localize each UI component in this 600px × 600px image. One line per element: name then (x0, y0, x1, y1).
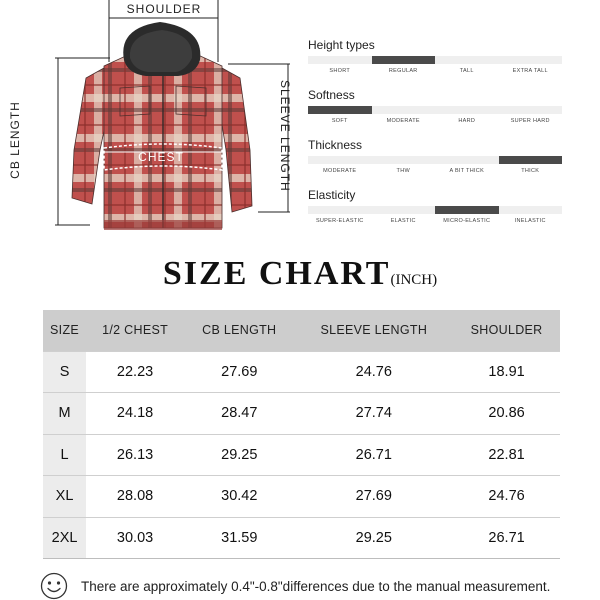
table-header-row (43, 310, 560, 351)
property-selected-marker (435, 206, 499, 214)
property-title: Softness (308, 88, 355, 102)
measurement-note-text: There are approximately 0.4"-0.8"differences due to the manual measurement. (81, 578, 551, 594)
cb-length-cell: 30.42 (184, 476, 294, 518)
property-selected-marker (308, 106, 372, 114)
property-title: Height types (308, 38, 375, 52)
chest-label: CHEST (138, 150, 184, 164)
property-option-label: A BIT THICK (449, 168, 485, 174)
property-selected-marker (499, 156, 563, 164)
cb-length-cell: 29.25 (184, 434, 294, 476)
size-cell: S (43, 351, 86, 393)
size-cell: 2XL (43, 517, 86, 559)
property-scale (308, 38, 562, 88)
shoulder-cell: 26.71 (453, 517, 560, 559)
shoulder-cell: 22.81 (453, 434, 560, 476)
shoulder-label: SHOULDER (126, 2, 202, 16)
shoulder-cell: 20.86 (453, 393, 560, 435)
property-track (308, 156, 562, 164)
table-row (43, 393, 560, 435)
cb-length-cell: 28.47 (184, 393, 294, 435)
property-option-label: ELASTIC (390, 218, 416, 224)
property-option-label: MODERATE (323, 168, 357, 174)
property-scale (308, 138, 562, 188)
property-track (308, 106, 562, 114)
property-scale (308, 188, 562, 238)
shoulder-cell: 24.76 (453, 476, 560, 518)
header-size: SIZE (43, 310, 86, 351)
product-properties (308, 38, 562, 238)
chest-cell: 30.03 (86, 517, 184, 559)
sleeve-length-cell: 24.76 (294, 351, 453, 393)
property-title: Thickness (308, 138, 363, 152)
size-cell: M (43, 393, 86, 435)
jacket-illustration (0, 0, 300, 245)
jacket-figure (0, 0, 300, 245)
chest-cell: 26.13 (86, 434, 184, 476)
size-chart-unit: (INCH) (390, 272, 438, 288)
table-row (43, 351, 560, 393)
cb-length-cell: 31.59 (184, 517, 294, 559)
sleeve-length-cell: 27.74 (294, 393, 453, 435)
table-row (43, 434, 560, 476)
cb-length-label: CB LENGTH (8, 101, 22, 179)
sleeve-length-cell: 26.71 (294, 434, 453, 476)
measurement-note (40, 572, 550, 600)
property-selected-marker (372, 56, 436, 64)
property-title: Elasticity (308, 188, 356, 202)
property-track (308, 206, 562, 214)
chest-cell: 28.08 (86, 476, 184, 518)
property-option-label: SHORT (329, 68, 351, 74)
property-option-label: THICK (521, 168, 540, 174)
size-table (43, 310, 560, 559)
size-chart-title: SIZE CHART (162, 255, 391, 292)
property-option-label: INELASTIC (514, 218, 546, 224)
property-option-label: SUPER-ELASTIC (315, 218, 364, 224)
size-cell: L (43, 434, 86, 476)
smiley-icon (40, 572, 68, 600)
property-option-label: HARD (458, 118, 476, 124)
cb-length-cell: 27.69 (184, 351, 294, 393)
size-cell: XL (43, 476, 86, 518)
property-option-label: SUPER HARD (510, 118, 550, 124)
property-option-label: THW (396, 168, 410, 174)
property-option-label: REGULAR (388, 68, 418, 74)
sleeve-length-label: SLEEVE LENGTH (278, 80, 292, 192)
property-option-label: MODERATE (386, 118, 420, 124)
shoulder-cell: 18.91 (453, 351, 560, 393)
header-shoulder: SHOULDER (453, 310, 560, 351)
property-scale (308, 88, 562, 138)
chest-cell: 24.18 (86, 393, 184, 435)
sleeve-length-cell: 29.25 (294, 517, 453, 559)
size-chart-heading (0, 255, 600, 293)
property-option-label: EXTRA TALL (512, 68, 548, 74)
property-option-label: TALL (459, 68, 474, 74)
header-half-chest: 1/2 CHEST (86, 310, 184, 351)
property-option-label: SOFT (331, 118, 348, 124)
header-sleeve-length: SLEEVE LENGTH (294, 310, 453, 351)
property-track (308, 56, 562, 64)
table-row (43, 517, 560, 559)
chest-cell: 22.23 (86, 351, 184, 393)
header-cb-length: CB LENGTH (184, 310, 294, 351)
sleeve-length-cell: 27.69 (294, 476, 453, 518)
table-row (43, 476, 560, 518)
property-option-label: MICRO-ELASTIC (443, 218, 491, 224)
